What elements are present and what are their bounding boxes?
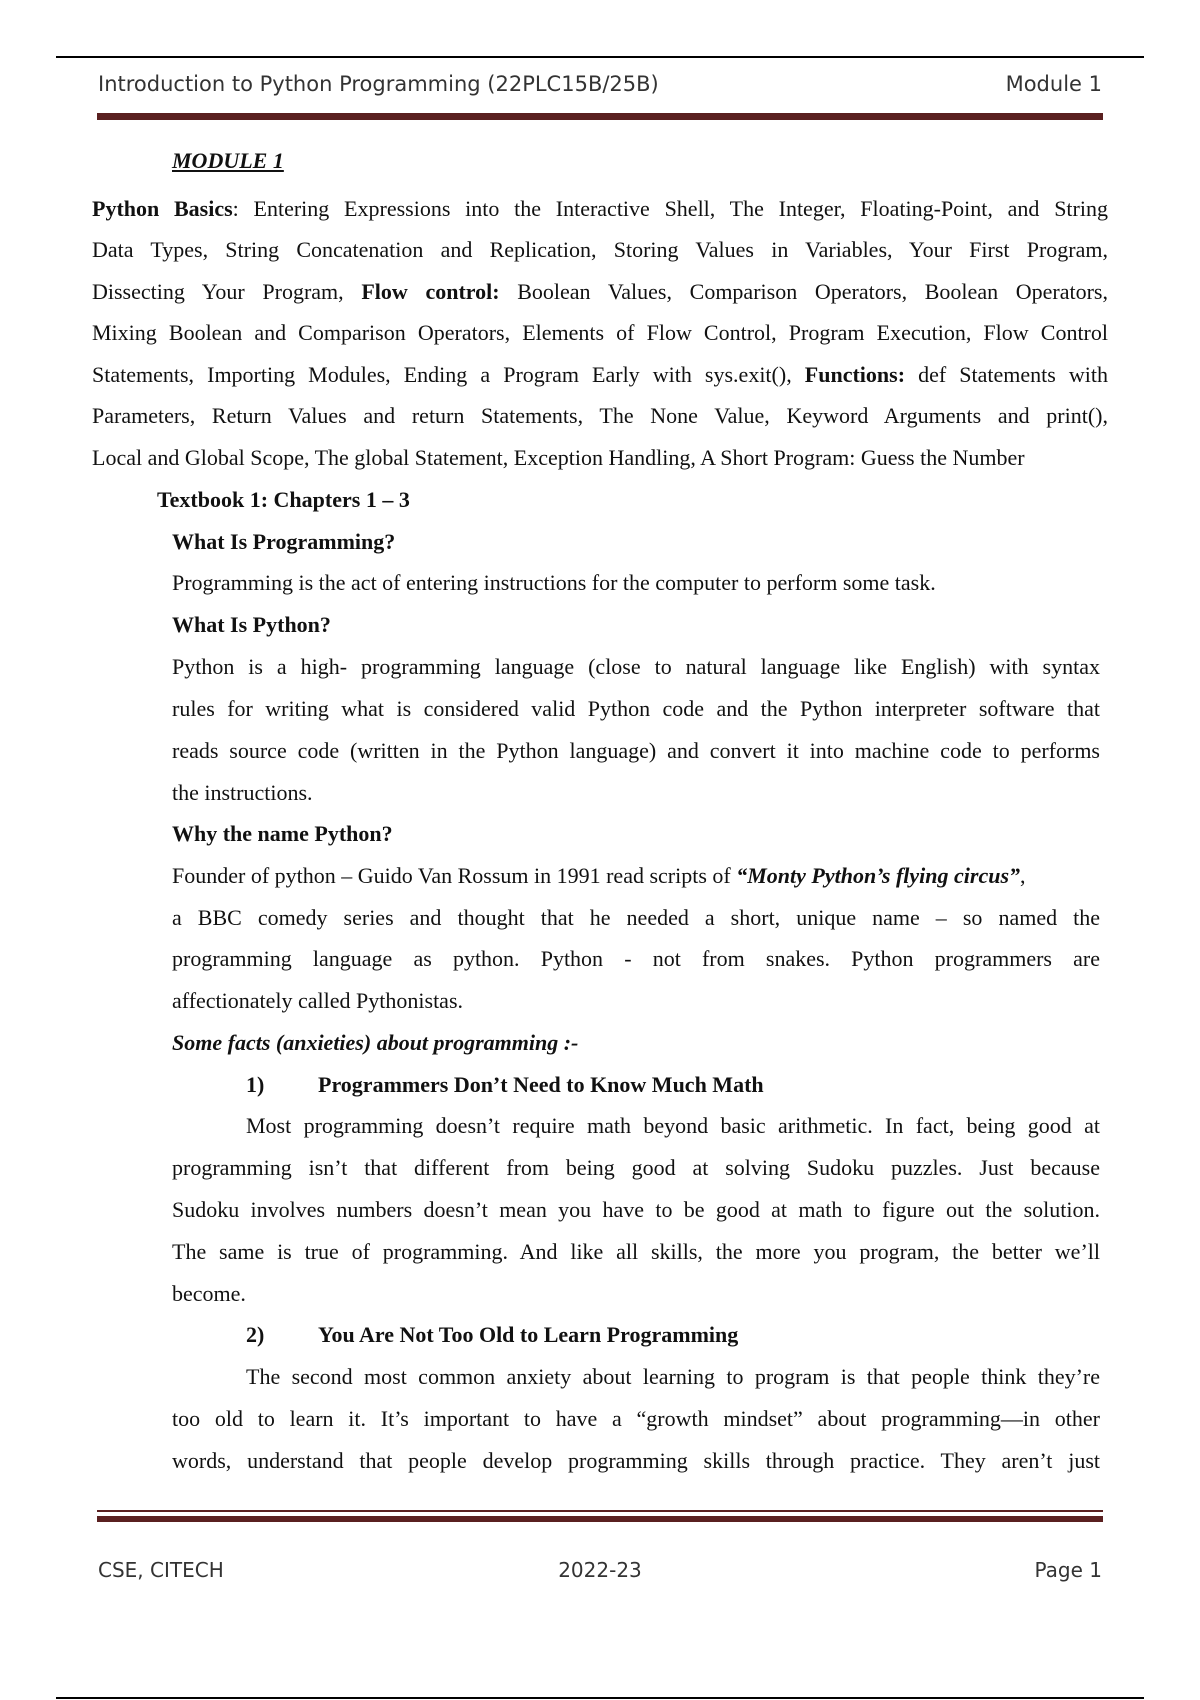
header-module: Module 1 [1005,72,1102,96]
page-header [98,72,1102,106]
footer-divider-thin [97,1510,1103,1512]
list-number: 1) [246,1072,265,1097]
monty-python-quote: “Monty Python’s flying circus” [736,863,1020,888]
top-border-line [56,56,1144,58]
paragraph-line: affectionately called Pythonistas. [172,988,464,1013]
module-title: MODULE 1 [172,148,284,173]
paragraph-line: the instructions. [172,780,313,805]
paragraph-line: programming isn’t that different from being good at solving Sudoku puzzles. Just because [172,1155,1100,1180]
syllabus-line-7: Local and Global Scope, The global Statement, Exception Handling, A Short Program: Guess the Number [92,445,1025,470]
syllabus-line-3 [92,277,1108,307]
syllabus-line-4: Mixing Boolean and Comparison Operators, Elements of Flow Control, Program Execution, Flow Control [92,320,1108,345]
paragraph-line: reads source code (written in the Python language) and convert it into machine code to performs [172,738,1100,763]
syllabus-line-1 [92,194,1108,224]
paragraph-line: too old to learn it. It’s important to have a “growth mindset” about programming—in other [172,1406,1100,1431]
syllabus-line-5 [92,360,1108,390]
heading-why-the-name-python: Why the name Python? [172,821,393,846]
paragraph-text: Founder of python – Guido Van Rossum in 1991 read scripts of [172,863,737,888]
header-title: Introduction to Python Programming (22PLC15B/25B) [98,72,659,96]
syllabus-text: Boolean Values, Comparison Operators, Boolean Operators, [499,279,1108,304]
paragraph-line: Sudoku involves numbers doesn’t mean you have to be good at math to figure out the solution. [172,1197,1100,1222]
fact-heading-math: Programmers Don’t Need to Know Much Math [318,1072,764,1097]
syllabus-text: def Statements with [905,362,1108,387]
footer-year: 2022-23 [558,1558,642,1582]
fact-heading-age: You Are Not Too Old to Learn Programming [318,1322,739,1347]
paragraph-line [172,861,1026,891]
paragraph-line: Most programming doesn’t require math beyond basic arithmetic. In fact, being good at [246,1113,1100,1138]
footer-department: CSE, CITECH [98,1558,224,1582]
paragraph-line: become. [172,1281,246,1306]
page-footer [98,1558,1102,1588]
syllabus-text: Dissecting Your Program, [92,279,362,304]
syllabus-label-functions: Functions: [804,362,906,387]
textbook-reference: Textbook 1: Chapters 1 – 3 [157,487,410,512]
heading-what-is-python: What Is Python? [172,612,331,637]
bottom-border-line [56,1697,1144,1699]
footer-divider [97,1516,1103,1522]
syllabus-label-python-basics: Python Basics [92,196,233,221]
heading-some-facts: Some facts (anxieties) about programming :- [172,1030,579,1055]
paragraph-line: The second most common anxiety about learning to program is that people think they’re [246,1364,1100,1389]
syllabus-label-flow-control: Flow control: [361,279,500,304]
paragraph-line: rules for writing what is considered valid Python code and the Python interpreter software that [172,696,1100,721]
paragraph-what-is-programming: Programming is the act of entering instructions for the computer to perform some task. [172,570,936,595]
paragraph-text: , [1020,863,1026,888]
syllabus-text: Statements, Importing Modules, Ending a Program Early with sys.exit(), [92,362,805,387]
syllabus-line-2: Data Types, String Concatenation and Replication, Storing Values in Variables, Your First Program, [92,237,1108,262]
paragraph-line: The same is true of programming. And like all skills, the more you program, the better we’ll [172,1239,1100,1264]
footer-page-number: Page 1 [1034,1558,1102,1582]
heading-what-is-programming: What Is Programming? [172,529,396,554]
syllabus-text: : Entering Expressions into the Interactive Shell, The Integer, Floating-Point, and String [232,196,1108,221]
paragraph-line: words, understand that people develop programming skills through practice. They aren’t just [172,1448,1100,1473]
list-number: 2) [246,1322,265,1347]
syllabus-line-6: Parameters, Return Values and return Statements, The None Value, Keyword Arguments and print(), [92,403,1108,428]
paragraph-line: programming language as python. Python - not from snakes. Python programmers are [172,946,1100,971]
header-divider [97,113,1103,120]
paragraph-line: a BBC comedy series and thought that he needed a short, unique name – so named the [172,905,1100,930]
paragraph-line: Python is a high- programming language (close to natural language like English) with syntax [172,654,1100,679]
